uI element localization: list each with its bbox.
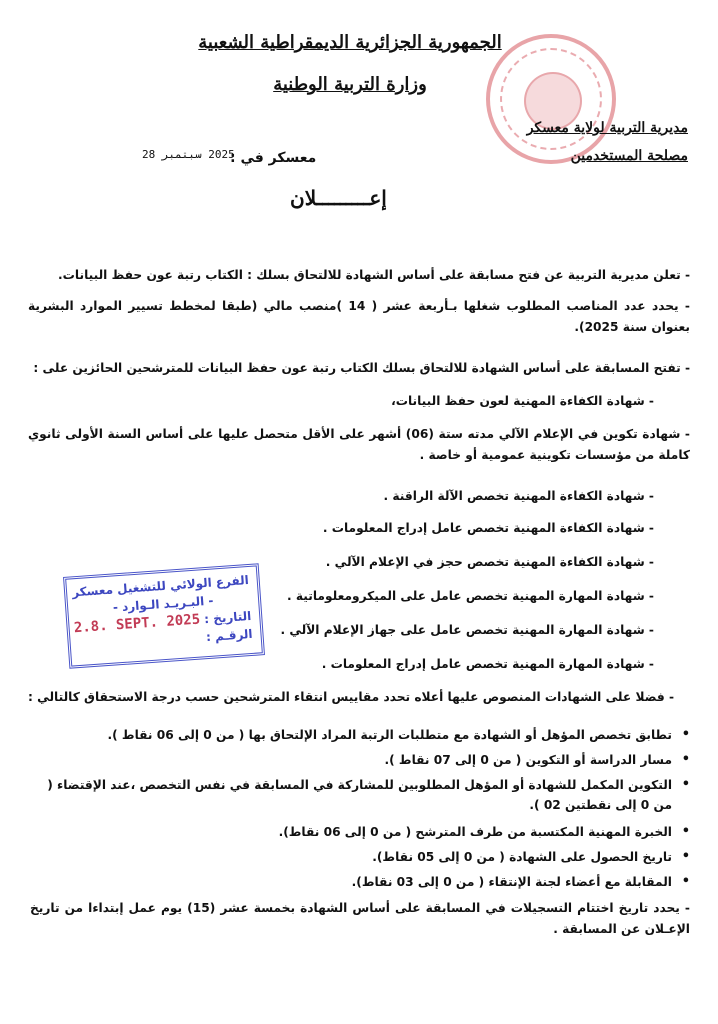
stamp-mail: - البـريـد الـوارد - — [112, 593, 214, 615]
diploma-item: - شهادة المهارة المهنية تخصص عامل على الميكرومعلوماتية . — [287, 589, 654, 603]
announcement-date: 2025 سبتمبر 28 — [142, 148, 235, 161]
announcement-title: إعـــــــــلان — [290, 186, 387, 210]
stamp-office: الفرع الولائي للتشغيل معسكر — [71, 573, 250, 600]
directorate-name: مديرية التربية لولاية معسكر — [526, 120, 688, 136]
criteria-item: • المقابلة مع أعضاء لجنة الإنتقاء ( من 0 إلى 03 نقاط). — [40, 872, 672, 892]
diploma-item: - شهادة تكوين في الإعلام الآلي مدته ستة (06) أشهر على الأقل متحصل عليها على أساس السنة الأولى ثانوي كاملة من مؤسسات تكوينية عمومية أو خاصة . — [28, 427, 690, 462]
criteria-item: • تطابق تخصص المؤهل أو الشهادة مع متطلبات الرتبة المراد الإلتحاق بها ( من 0 إلى 06 نقاط ). — [40, 725, 672, 745]
paragraph-1: - تعلن مديرية التربية عن فتح مسابقة على أساس الشهادة للالتحاق بسلك : الكتاب رتبة عون حفظ البيانات. — [58, 268, 690, 282]
diploma-item: - شهادة الكفاءة المهنية تخصص الآلة الراقنة . — [383, 489, 654, 503]
ministry-heading: وزارة التربية الوطنية — [273, 74, 427, 95]
criteria-intro: - فضلا على الشهادات المنصوص عليها أعلاه تحدد مقاييس انتقاء المترشحين حسب درجة الاستحقاق كالتالي : — [28, 690, 674, 704]
service-name: مصلحة المستخدمين — [570, 148, 688, 164]
official-seal-icon — [486, 34, 616, 164]
criteria-item: • الخبرة المهنية المكتسبة من طرف المترشح ( من 0 إلى 06 نقاط). — [40, 822, 672, 842]
criteria-item: • التكوين المكمل للشهادة أو المؤهل المطلوبين للمشاركة في المسابقة في نفس التخصص ،عند الإقتضاء ( من 0 إلى نقطتين 02 ). — [40, 775, 672, 815]
diploma-item: - شهادة المهارة المهنية تخصص عامل على جهاز الإعلام الآلي . — [280, 623, 654, 637]
diploma-item: - شهادة الكفاءة المهنية تخصص حجز في الإعلام الآلي . — [325, 555, 654, 569]
paragraph-3: - تفتح المسابقة على أساس الشهادة للالتحاق بسلك الكتاب رتبة عون حفظ البيانات للمترشحين الحائزين على : — [33, 361, 690, 375]
republic-heading: الجمهورية الجزائرية الديمقراطية الشعبية — [198, 32, 502, 53]
place-date-label: معسكر في : — [230, 150, 317, 166]
reception-stamp — [63, 563, 265, 668]
closing-paragraph: - يحدد تاريخ اختتام التسجيلات في المسابقة على أساس الشهادة بخمسة عشر (15) يوم عمل إبتداءا من تاريخ الإعـلان عن المسابقة . — [30, 901, 690, 936]
diploma-item: - شهادة الكفاءة المهنية لعون حفظ البيانات، — [391, 394, 654, 408]
criteria-item: • مسار الدراسة أو التكوين ( من 0 إلى 07 نقاط ). — [40, 750, 672, 770]
stamp-date-label: التاريخ : — [203, 608, 252, 627]
criteria-item: • تاريخ الحصول على الشهادة ( من 0 إلى 05 نقاط). — [40, 847, 672, 867]
stamp-number-label: الرقـم : — [205, 626, 253, 645]
diploma-item: - شهادة المهارة المهنية تخصص عامل إدراج المعلومات . — [321, 657, 654, 671]
paragraph-2: - يحدد عدد المناصب المطلوب شغلها بـأربعة عشر ( 14 )منصب مالي (طبقا لمخطط تسيير الموارد البشرية بعنوان سنة 2025). — [28, 299, 690, 334]
diploma-item: - شهادة الكفاءة المهنية تخصص عامل إدراج المعلومات . — [322, 521, 654, 535]
stamp-date: 2.8. SEPT. 2025 — [73, 611, 201, 637]
